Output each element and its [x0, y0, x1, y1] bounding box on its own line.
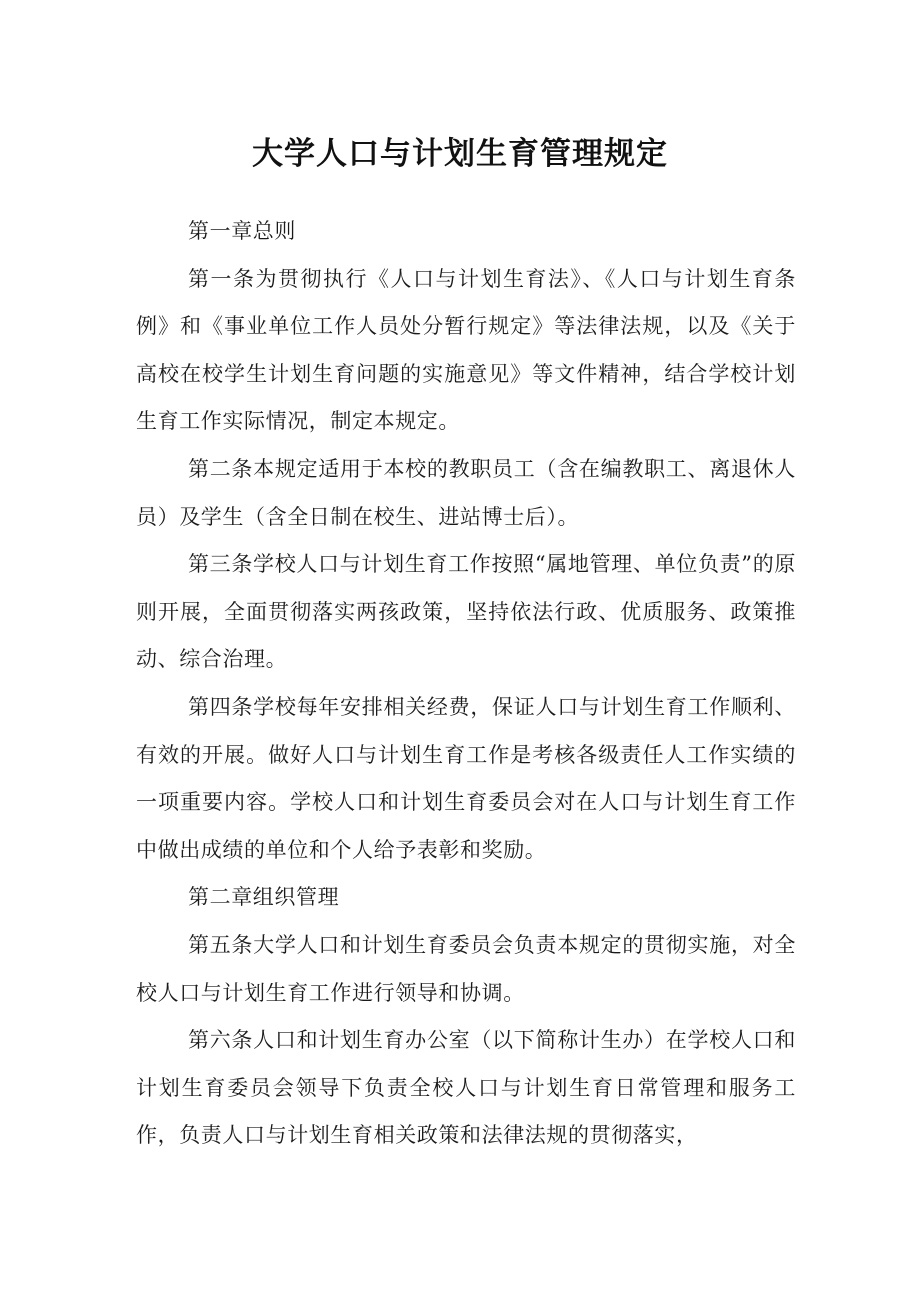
article-4: 第四条学校每年安排相关经费，保证人口与计划生育工作顺利、有效的开展。做好人口与计划生育工作是考核各级责任人工作实绩的一项重要内容。学校人口和计划生育委员会对在人口与计划生育工作中做出成绩的单位和个人给予表彰和奖励。	[136, 694, 796, 862]
document-title: 大学人口与计划生育管理规定	[252, 136, 668, 172]
chapter-2-heading: 第二章组织管理	[188, 885, 340, 910]
article-2: 第二条本规定适用于本校的教职员工（含在编教职工、离退休人员）及学生（含全日制在校生、进站博士后）。	[136, 456, 796, 529]
chapter-1-heading: 第一章总则	[188, 219, 296, 243]
document-body	[136, 208, 796, 1160]
article-5: 第五条大学人口和计划生育委员会负责本规定的贯彻实施，对全校人口与计划生育工作进行领导和协调。	[136, 932, 796, 1005]
article-1: 第一条为贯彻执行《人口与计划生育法》、《人口与计划生育条例》和《事业单位工作人员处分暂行规定》等法律法规，以及《关于高校在校学生计划生育问题的实施意见》等文件精神，结合学校计划生育工作实际情况，制定本规定。	[136, 266, 796, 434]
article-6: 第六条人口和计划生育办公室（以下简称计生办）在学校人口和计划生育委员会领导下负责全校人口与计划生育日常管理和服务工作，负责人口与计划生育相关政策和法律法规的贯彻落实，	[136, 1028, 796, 1148]
article-3: 第三条学校人口与计划生育工作按照“属地管理、单位负责”的原则开展，全面贯彻落实两孩政策，坚持依法行政、优质服务、政策推动、综合治理。	[136, 552, 796, 672]
